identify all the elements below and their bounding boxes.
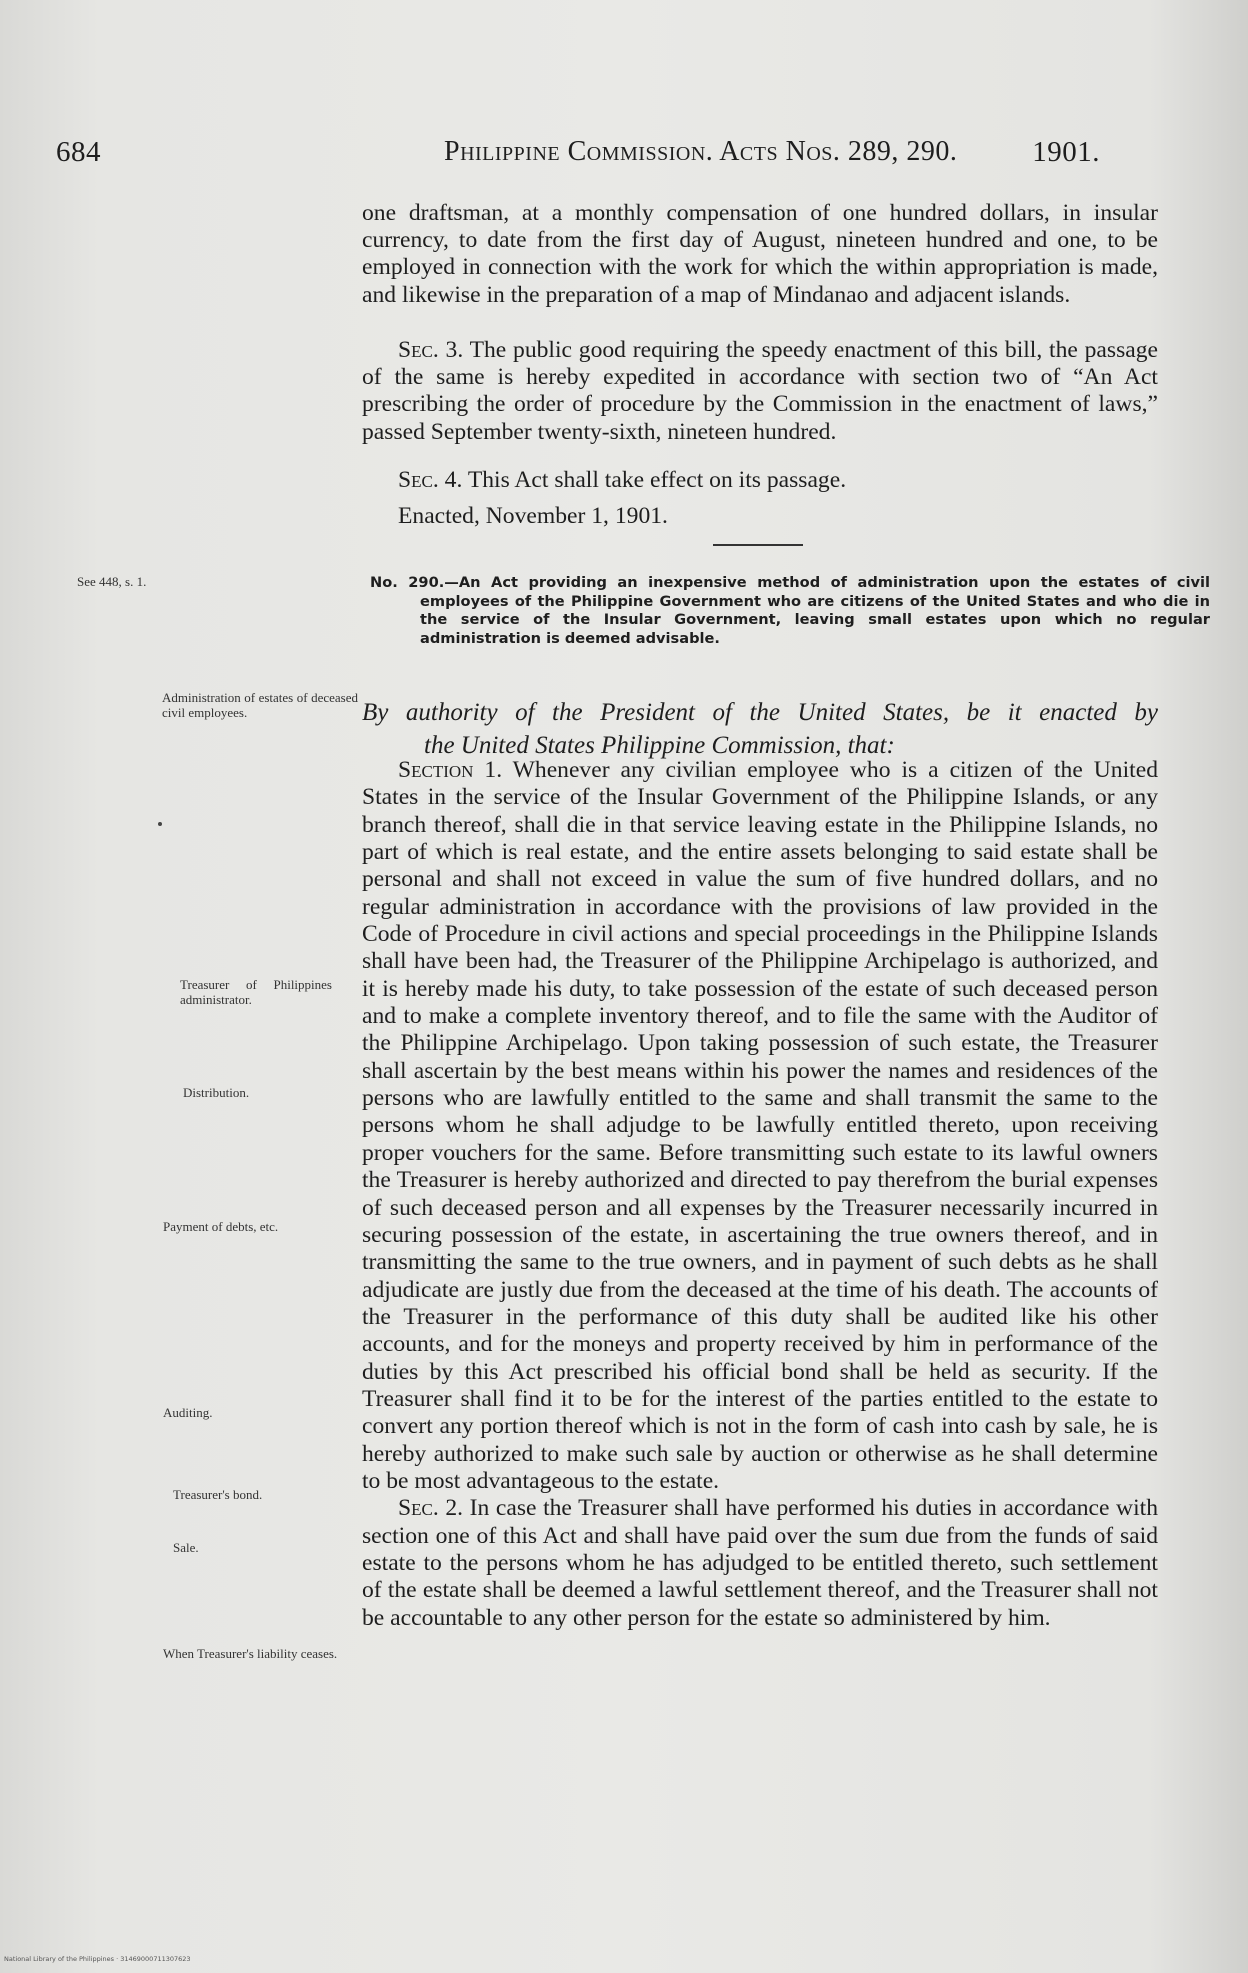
enacting-clause-line-2: the United States Philippine Commission, that: [424,732,895,759]
page-header [38,136,1100,176]
section-1-label: Section 1. [398,757,503,783]
margin-note-sale: Sale. [173,1540,199,1555]
section-4-label: Sec. 4. [398,467,463,493]
margin-note-see-448: See 448, s. 1. [77,574,147,589]
section-4-text: This Act shall take effect on its passage. [467,467,847,493]
page-number: 684 [56,136,101,168]
margin-note-distribution: Distribution. [183,1085,250,1100]
act-290-body [362,757,1158,1632]
section-1-text: Whenever any civilian employee who is a citizen of the United States in the service of the Insular Government of the Philippine Islands, or any branch thereof, shall die in that service leaving estate in the Philippine Islands, no part of which is real estate, and the entire assets belonging to said estate shall be personal and shall not exceed in value the sum of five hundred dollars, and no regular administration in accordance with the provisions of law provided in the Code of Procedure in civil actions and special proceedings in the Philippine Islands shall have been had, the Treasurer of the Philippine Archipelago is authorized, and it is hereby made his duty, to take possession of the estate of such deceased person and to make a complete inventory thereof, and to file the same with the Auditor of the Philippine Archipelago. Upon taking possession of such estate, the Treasurer shall ascertain by the best means within his power the names and residences of the persons who are lawfully entitled to the same and shall transmit the same to the persons whom he shall adjudge to be lawfully entitled thereto, upon receiving proper vouchers for the same. Before transmitting such estate to its lawful owners the Treasurer is hereby authorized and directed to pay therefrom the burial expenses of such deceased person and all expenses by the Treasurer necessarily incurred in securing possession of the estate, in ascertaining the true owners thereof, and in transmitting the same to the true owners, and in payment of such debts as he shall adjudicate are justly due from the deceased at the time of his death. The accounts of the Treasurer in the performance of this duty shall be audited like his other accounts, and for the moneys and property received by him in performance of the duties by this Act prescribed his official bond shall be held as security. If the Treasurer shall find it to be for the interest of the parties entitled to the estate to convert any portion thereof which is not in the form of cash into cash by sale, he is hereby authorized to make such sale by auction or otherwise as he shall determine to be most advantageous to the estate. [362,757,1158,1494]
section-divider [713,544,803,546]
section-3-label: Sec. 3. [398,337,464,363]
enacted-date: Enacted, November 1, 1901. [398,503,668,529]
margin-note-treasurer-administrator: Treasurer of Philippines administrator. [180,977,332,1007]
act-290-title: No. 290.—An Act providing an inexpensive method of administration upon the estates of civil employees of the Philippine Government who are citizens of the United States and who die in the service of the Insular Government, leaving small estates upon which no regular administration is deemed advisable. [370,574,1210,647]
stray-mark [158,822,162,826]
margin-note-administration: Administration of estates of deceased civil employees. [162,690,358,720]
scan-credit: National Library of the Philippines · 31469000711307623 [4,1955,191,1963]
margin-note-liability: When Treasurer's liability ceases. [163,1646,338,1661]
continuation-text: one draftsman, at a monthly compensation of one hundred dollars, in insular currency, to date from the first day of August, nineteen hundred and one, to be employed in connection with the work for which the within appropriation is made, and likewise in the preparation of a map of Mindanao and adjacent islands. [362,200,1158,308]
enacting-clause [362,696,1158,762]
section-3-text: The public good requiring the speedy enactment of this bill, the passage of the same is hereby expedited in accordance with section two of “An Act prescribing the order of procedure by the Commission in the enactment of laws,” passed September twenty-sixth, nineteen hundred. [362,337,1158,445]
margin-note-auditing: Auditing. [163,1405,213,1420]
margin-note-treasurers-bond: Treasurer's bond. [173,1487,263,1502]
enacting-clause-line-1: By authority of the President of the United States, be it enacted by [362,699,1158,726]
continuation-paragraph [362,200,1158,309]
running-title: Philippine Commission. Acts Nos. 289, 290. [444,136,958,167]
section-4-paragraph [362,467,1158,494]
section-2-label: Sec. 2. [398,1495,464,1522]
section-3-paragraph [362,337,1158,446]
header-year: 1901. [1032,136,1100,168]
section-2-text: In case the Treasurer shall have performed his duties in accordance with section one of this Act and shall have paid over the sum due from the funds of said estate to the persons whom he has adjudged to be entitled thereto, such settlement of the estate shall be deemed a lawful settlement thereof, and the Treasurer shall not be accountable to any other person for the estate so administered by him. [362,1495,1158,1631]
margin-note-payment-of-debts: Payment of debts, etc. [163,1219,279,1234]
